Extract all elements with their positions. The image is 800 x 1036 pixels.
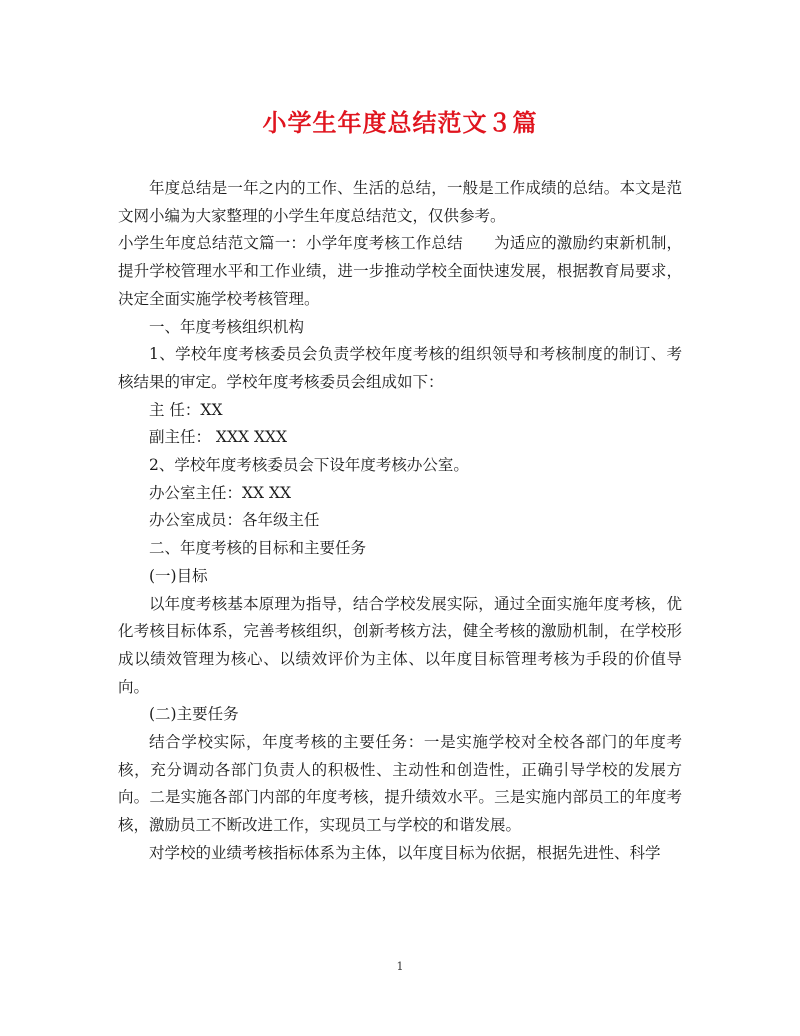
subheading-goal: (一)目标 — [149, 566, 208, 585]
goal-paragraph: 以年度考核基本原理为指导，结合学校发展实际，通过全面实施年度考核，优化考核目标体系，完善考核组织，创新考核方法，健全考核的激励机制，在学校形成以绩效管理为核心、以绩效评价为主体、以年度目标管理考核为手段的价值导向。 — [118, 594, 682, 696]
office-members-line: 办公室成员：各年级主任 — [149, 511, 320, 530]
director-line: 主 任：XX — [149, 400, 223, 419]
document-title: 小学生年度总结范文３篇 — [262, 108, 538, 137]
tasks-paragraph: 结合学校实际，年度考核的主要任务：一是实施学校对全校各部门的年度考核，充分调动各部门负责人的积极性、主动性和创造性，正确引导学校的发展方向。二是实施各部门内部的年度考核，提升绩效水平。三是实施内部员工的年度考核，激励员工不断改进工作，实现员工与学校的和谐发展。 — [118, 733, 682, 835]
page-number: 1 — [396, 960, 404, 973]
section-heading-goals: 二、年度考核的目标和主要任务 — [149, 539, 367, 558]
document-body — [118, 175, 682, 868]
section-heading-org: 一、年度考核组织机构 — [149, 317, 305, 336]
subheading-tasks: (二)主要任务 — [149, 705, 239, 724]
org-paragraph-1: 1、学校年度考核委员会负责学校年度考核的组织领导和考核制度的制订、考核结果的审定。学校年度考核委员会组成如下： — [118, 345, 682, 391]
org-paragraph-2: 2、学校年度考核委员会下设年度考核办公室。 — [149, 456, 469, 475]
deputy-director-line: 副主任： XXX XXX — [149, 428, 288, 447]
office-director-line: 办公室主任：XX XX — [149, 483, 292, 502]
article-one-heading-paragraph: 小学生年度总结范文篇一：小学年度考核工作总结 为适应的激励约束新机制，提升学校管理水平和工作业绩，进一步推动学校全面快速发展，根据教育局要求，决定全面实施学校考核管理。 — [118, 234, 682, 308]
intro-paragraph: 年度总结是一年之内的工作、生活的总结，一般是工作成绩的总结。本文是范文网小编为大家整理的小学生年度总结范文，仅供参考。 — [118, 179, 682, 225]
closing-paragraph: 对学校的业绩考核指标体系为主体，以年度目标为依据，根据先进性、科学 — [149, 843, 661, 862]
